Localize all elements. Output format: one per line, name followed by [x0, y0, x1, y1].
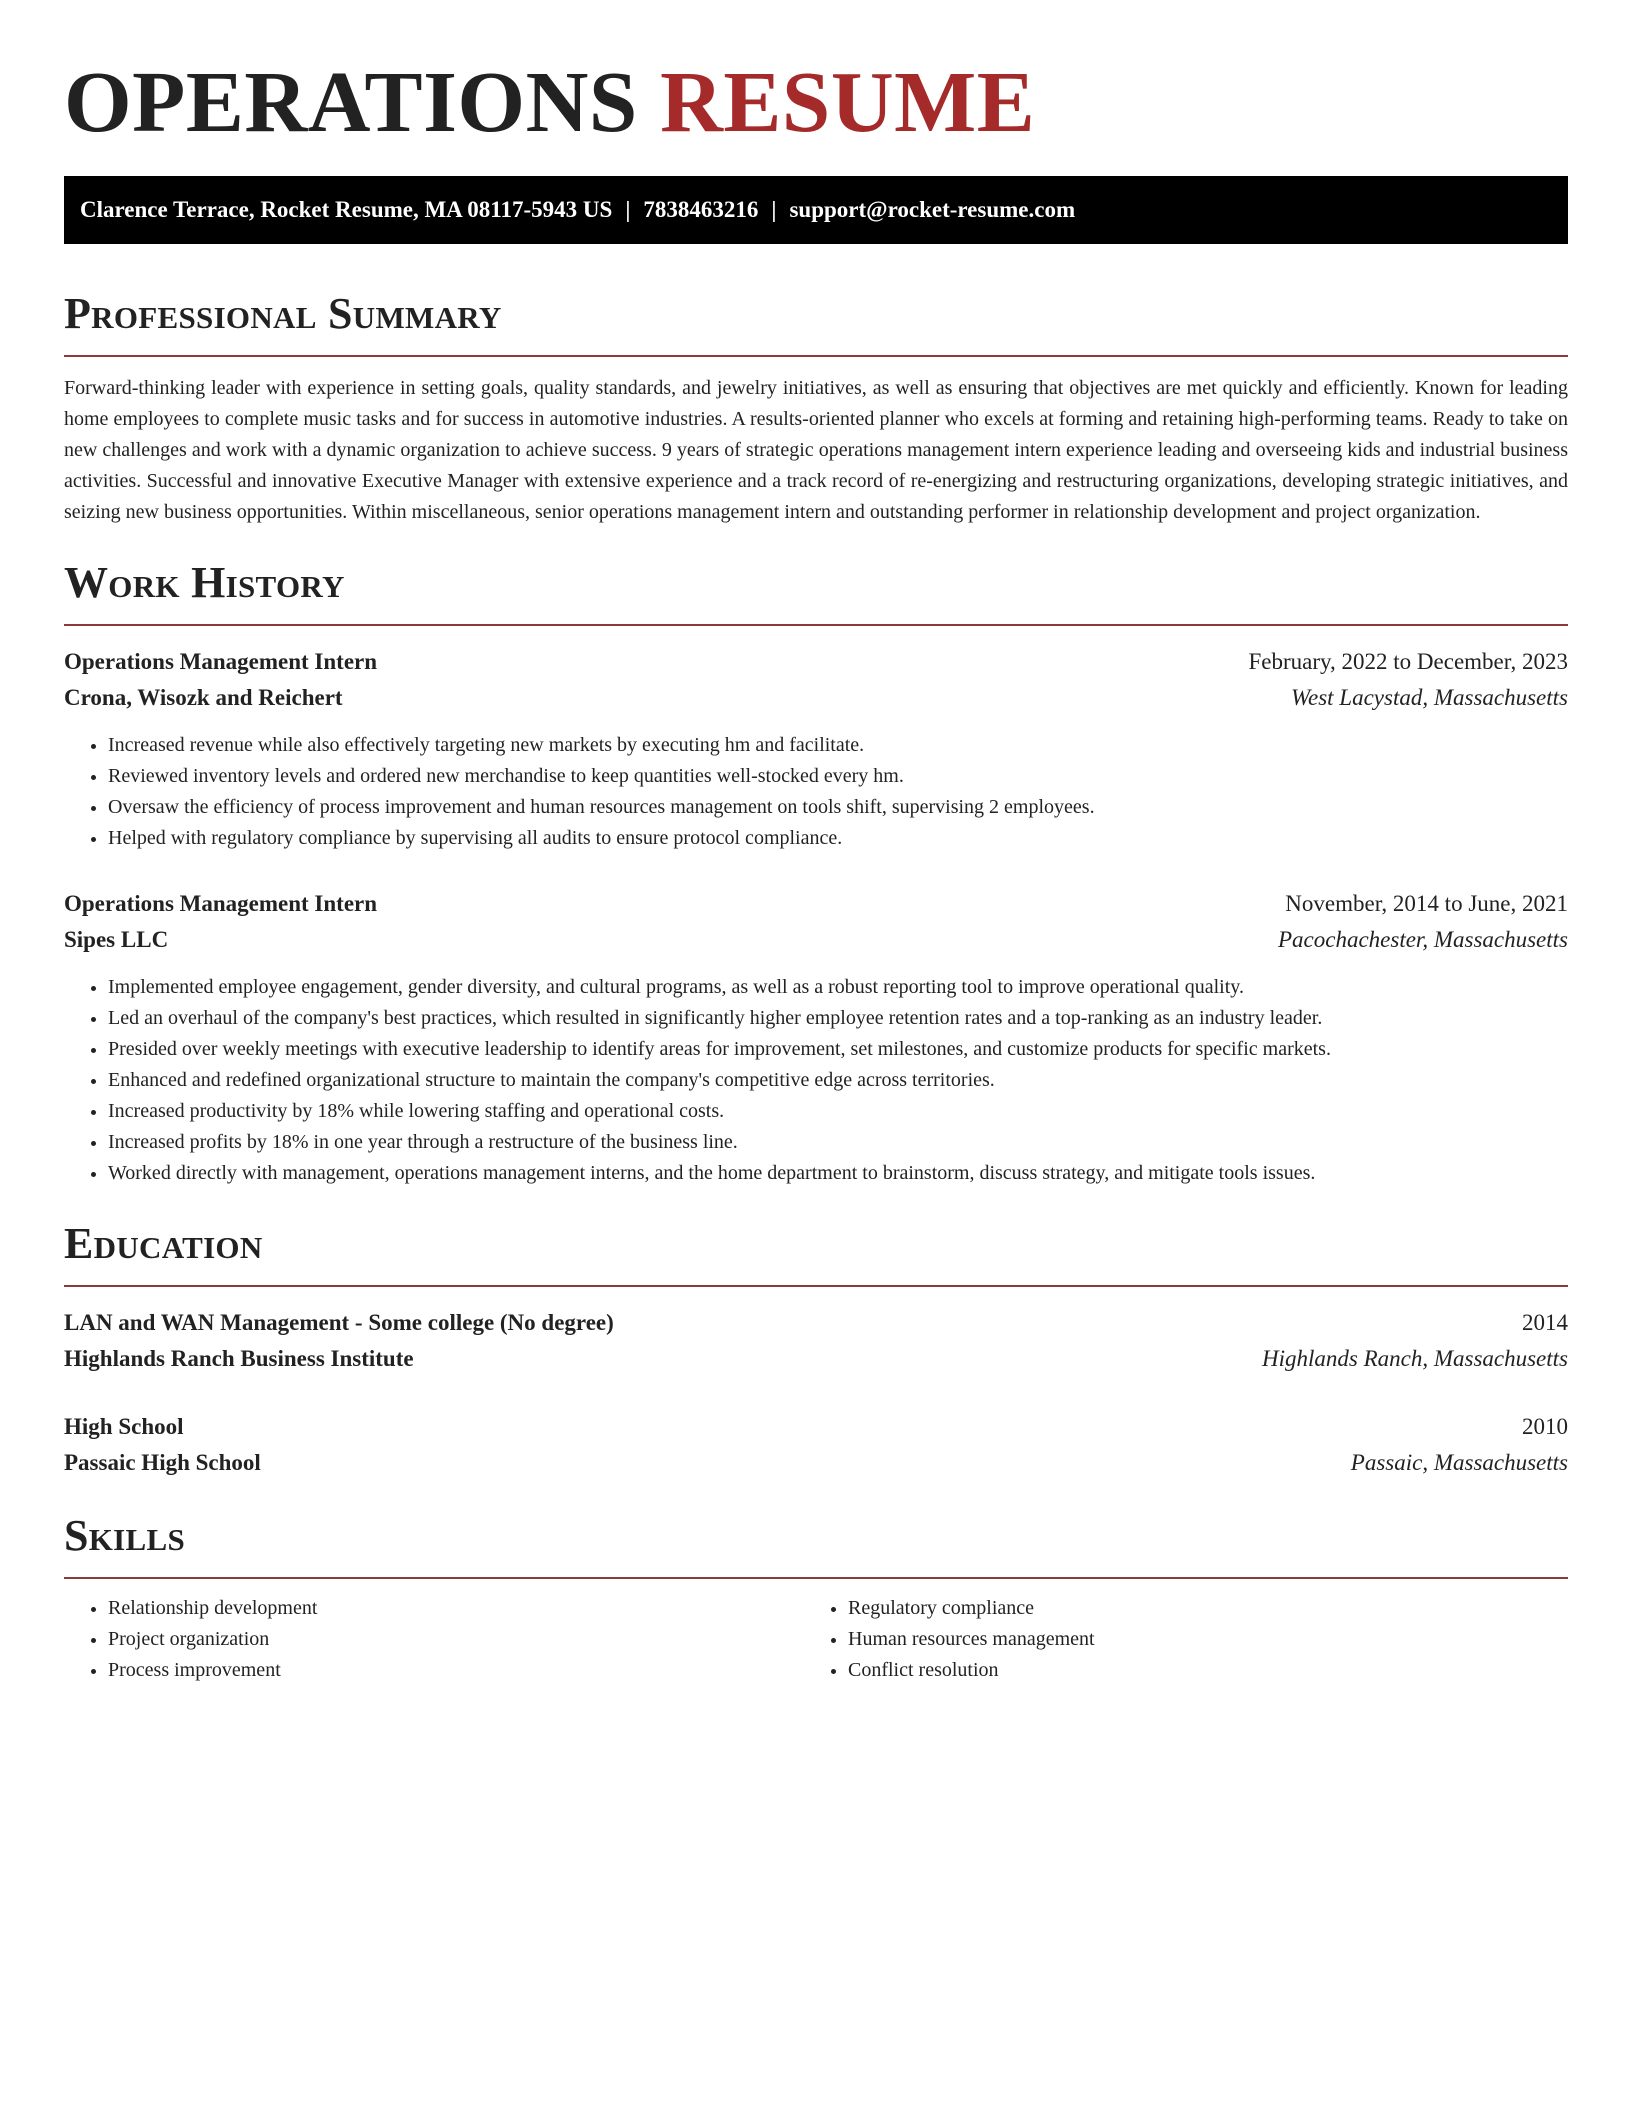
- job-bullet: • Reviewed inventory levels and ordered new merchandise to keep quantities well-stocked every hm.: [108, 761, 1568, 792]
- job-bullet: • Implemented employee engagement, gender diversity, and cultural programs, as well as a robust reporting tool to improve operational quality.: [108, 972, 1568, 1003]
- education-location: Highlands Ranch, Massachusetts: [1261, 1346, 1568, 1371]
- summary-section: [64, 289, 1568, 528]
- section-divider: [64, 1285, 1568, 1287]
- skill-item: • Conflict resolution: [848, 1655, 1544, 1686]
- job-bullet: • Increased revenue while also effectively targeting new markets by executing hm and facilitate.: [108, 730, 1568, 761]
- title-part-1: OPERATIONS: [64, 53, 638, 150]
- job-title: Operations Management Intern: [64, 649, 378, 674]
- skill-item: • Project organization: [108, 1624, 804, 1655]
- job-title: Operations Management Intern: [64, 891, 378, 916]
- job-location: Pacochachester, Massachusetts: [1278, 927, 1568, 952]
- skill-item: • Relationship development: [108, 1593, 804, 1624]
- job-dates: February, 2022 to December, 2023: [1248, 649, 1568, 674]
- job-bullet: • Presided over weekly meetings with executive leadership to identify areas for improvement, set milestones, and customize products for specific markets.: [108, 1034, 1568, 1065]
- education-entry: [64, 1409, 1568, 1481]
- job-entry: [64, 886, 1568, 1189]
- job-bullet: • Enhanced and redefined organizational structure to maintain the company's competitive edge across territories.: [108, 1065, 1568, 1096]
- summary-heading: Professional Summary: [64, 289, 502, 338]
- work-history-section: [64, 558, 1568, 1189]
- title-part-2: RESUME: [660, 53, 1036, 150]
- education-location: Passaic, Massachusetts: [1350, 1450, 1568, 1475]
- section-divider: [64, 1577, 1568, 1579]
- skill-item: • Human resources management: [848, 1624, 1544, 1655]
- skill-item: • Process improvement: [108, 1655, 804, 1686]
- skills-column-right: [804, 1593, 1544, 1686]
- education-degree: LAN and WAN Management - Some college (No degree): [64, 1310, 614, 1335]
- education-degree: High School: [64, 1414, 184, 1439]
- education-year: 2010: [1522, 1414, 1568, 1439]
- education-section: [64, 1219, 1568, 1481]
- education-school: Highlands Ranch Business Institute: [64, 1346, 414, 1371]
- skills-list: [64, 1593, 1568, 1686]
- summary-text: Forward-thinking leader with experience in setting goals, quality standards, and jewelry initiatives, as well as ensuring that objectives are met quickly and efficiently. Known for leading home employees to complete music tasks and for success in automotive industries. A results-oriented planner who excels at forming and retaining high-performing teams. Ready to take on new challenges and work with a dynamic organization to achieve success. 9 years of strategic operations management intern experience leading and overseeing kids and industrial business activities. Successful and innovative Executive Manager with extensive experience and a track record of re-energizing and restructuring organizations, developing strategic initiatives, and seizing new business opportunities. Within miscellaneous, senior operations management intern and outstanding performer in relationship development and project organization.: [64, 377, 1568, 523]
- job-company: Crona, Wisozk and Reichert: [64, 685, 343, 710]
- contact-separator: |: [771, 197, 777, 222]
- work-history-heading: Work History: [64, 558, 345, 607]
- job-bullet: • Helped with regulatory compliance by supervising all audits to ensure protocol compliance.: [108, 823, 1568, 854]
- contact-address: Clarence Terrace, Rocket Resume, MA 08117-5943 US: [80, 197, 613, 222]
- job-location: West Lacystad, Massachusetts: [1290, 685, 1568, 710]
- education-entry: [64, 1305, 1568, 1377]
- job-company: Sipes LLC: [64, 927, 169, 952]
- resume-title: [64, 53, 1568, 150]
- job-bullets: [64, 730, 1568, 854]
- job-bullet: • Worked directly with management, operations management interns, and the home department to brainstorm, discuss strategy, and mitigate tools issues.: [108, 1158, 1568, 1189]
- job-bullet: • Oversaw the efficiency of process improvement and human resources management on tools shift, supervising 2 employees.: [108, 792, 1568, 823]
- education-year: 2014: [1522, 1310, 1568, 1335]
- job-entry: [64, 644, 1568, 854]
- resume-page: [64, 0, 1568, 1686]
- contact-email: support@rocket-resume.com: [789, 197, 1076, 222]
- job-bullet: • Increased profits by 18% in one year through a restructure of the business line.: [108, 1127, 1568, 1158]
- section-divider: [64, 355, 1568, 357]
- skills-section: [64, 1511, 1568, 1686]
- job-dates: November, 2014 to June, 2021: [1285, 891, 1568, 916]
- section-divider: [64, 624, 1568, 626]
- contact-phone: 7838463216: [643, 197, 759, 222]
- job-bullet: • Increased productivity by 18% while lowering staffing and operational costs.: [108, 1096, 1568, 1127]
- education-school: Passaic High School: [64, 1450, 261, 1475]
- skills-column-left: [64, 1593, 804, 1686]
- contact-bar: [64, 176, 1568, 244]
- skills-heading: Skills: [64, 1511, 186, 1560]
- contact-separator: |: [625, 197, 631, 222]
- skill-item: • Regulatory compliance: [848, 1593, 1544, 1624]
- education-heading: Education: [64, 1219, 263, 1268]
- job-bullets: [64, 972, 1568, 1189]
- job-bullet: • Led an overhaul of the company's best practices, which resulted in significantly higher employee retention rates and a top-ranking as an industry leader.: [108, 1003, 1568, 1034]
